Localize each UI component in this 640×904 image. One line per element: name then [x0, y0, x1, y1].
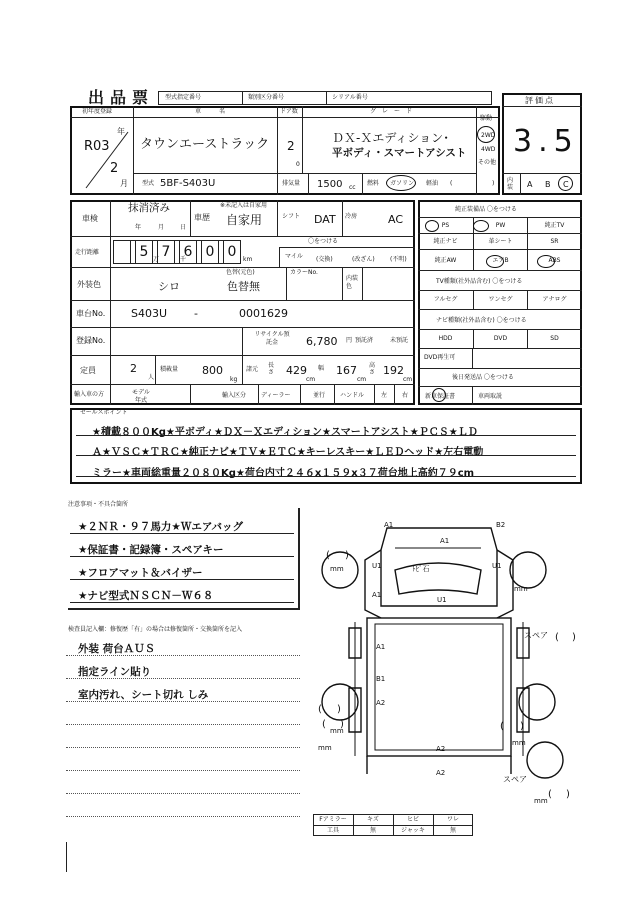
left-margin-mark	[66, 842, 67, 872]
mileage-digit: 5	[139, 244, 149, 260]
equip-airbag-circle	[486, 255, 504, 268]
fuel-gas-circle	[386, 175, 416, 191]
meter-unknown: (不明)	[390, 256, 407, 263]
grade-line-1: ＤＸ-Ｘエディション･	[332, 131, 450, 145]
import-dealer: ディーラー	[261, 392, 291, 399]
first-reg-label: 初年度登録	[82, 108, 113, 115]
serial-label: シリアル番号	[332, 94, 368, 101]
mileage-label: 走行距離	[75, 249, 100, 256]
docs-warranty: 新車保証書	[425, 393, 456, 400]
shift-label: シフト	[282, 213, 301, 220]
note-underline	[70, 579, 294, 580]
tv-title: TV種類(社外品含む) 〇をつける	[436, 278, 523, 285]
sales-points-label: セールスポイント	[80, 409, 128, 416]
tv-item: フルセグ	[433, 296, 458, 303]
mileage-box	[113, 240, 241, 264]
inspection-month-unit: 月	[158, 224, 165, 231]
recycle-label: リサイクル預託金	[254, 331, 290, 346]
handle-left: 左	[381, 392, 388, 399]
height-unit: cm	[403, 376, 413, 383]
equipment-item: SR	[550, 238, 559, 245]
damage-label: A1	[440, 537, 450, 545]
legend-value: 工具	[326, 827, 339, 834]
drive-4wd: 4WD	[481, 146, 496, 153]
nav-title: ナビ種類(社外品含む) 〇をつける	[436, 317, 527, 324]
mm-unit: mm	[330, 565, 344, 573]
nav-col-divider	[527, 329, 528, 348]
note-item: ★保証書・記録簿・スペアキー	[78, 544, 224, 556]
type-label: 型式	[142, 180, 155, 187]
tv-item: アナログ	[542, 296, 567, 303]
bracket-open: (	[318, 704, 322, 715]
capacity-value: 2	[130, 362, 137, 375]
mileage-unit: km	[243, 256, 253, 263]
fuel-label: 燃料	[367, 180, 380, 187]
fuel-diesel: 軽油	[426, 180, 439, 187]
width-value: 167	[336, 364, 357, 377]
drive-2wd-circle	[477, 126, 495, 143]
equipment-item: PW	[495, 222, 506, 229]
rear-right-tire	[519, 684, 555, 720]
drive-other: その他	[478, 159, 497, 166]
bracket-open: (	[555, 632, 559, 643]
spare-label: スペア	[524, 631, 548, 640]
damage-label: A1	[384, 521, 394, 529]
length-value: 429	[286, 364, 307, 377]
legend-value: 無	[369, 827, 376, 834]
damage-label: U1	[492, 562, 502, 570]
dims-label: 諸元	[246, 366, 259, 373]
mm-unit: mm	[514, 585, 528, 593]
spare-label: スペア	[503, 775, 527, 784]
equipment-title: 純正装備品 〇をつける	[455, 206, 517, 213]
mileage-sen: 千	[180, 256, 187, 263]
chassis-b: 0001629	[239, 307, 288, 320]
inspection-label: 車検	[82, 214, 98, 223]
damage-label: A2	[436, 769, 446, 777]
damage-label: A1	[376, 643, 386, 651]
windshield	[395, 563, 481, 594]
meter-mile: マイル	[285, 253, 303, 260]
grade-line-2: 平ボディ・スマートアシスト	[332, 147, 467, 159]
left-door	[365, 550, 381, 618]
inspection-rule	[66, 816, 300, 817]
recycle-paid: 預託済	[355, 337, 374, 344]
bracket-close: )	[566, 789, 570, 800]
import-label: 輸入車の方	[74, 391, 105, 398]
doors-sub: 0	[296, 161, 300, 168]
displacement-value: 1500	[317, 179, 343, 190]
inspection-line: 指定ライン貼り	[78, 666, 152, 678]
reg-label: 登録No.	[76, 336, 106, 345]
drive-2wd: 2WD	[481, 132, 496, 139]
import-type-label: 輸入区分	[222, 392, 247, 399]
doors-label: ドア数	[280, 108, 298, 115]
type-value: 5BF-S403U	[160, 178, 216, 189]
docs-warranty-circle	[432, 388, 446, 402]
fuel-paren-close: )	[492, 180, 495, 187]
height-value: 192	[383, 364, 404, 377]
right-door	[497, 550, 513, 618]
inspection-rule	[66, 793, 300, 794]
tv-col-divider	[527, 290, 528, 309]
inspection-rule	[66, 678, 300, 679]
mm-unit: mm	[534, 797, 548, 805]
width-unit: cm	[357, 376, 367, 383]
mm-unit: mm	[512, 739, 526, 747]
meter-circle-note: 〇をつける	[308, 238, 339, 245]
sales-line-1: ★積載８００Kg★平ボディ★ＤＸ－Ｘエディション★スマートアシスト★ＰＣＳ★ＬＤ	[92, 427, 478, 438]
note-item: ★２ＮＲ・９７馬力★Ｗエアバッグ	[78, 521, 243, 533]
equipment-item: 純正TV	[544, 222, 565, 229]
load-unit: kg	[230, 376, 238, 383]
height-label: 高さ	[369, 362, 376, 376]
usage-label: 車歴	[194, 213, 210, 222]
load-label: 積載量	[160, 366, 179, 373]
dvd-label: DVD再生可	[424, 354, 456, 361]
docs-title: 後日発送品 〇をつける	[452, 374, 514, 381]
nav-item: DVD	[493, 335, 508, 342]
inspection-year-unit: 年	[135, 224, 142, 231]
displacement-label: 排気量	[282, 180, 301, 187]
legend-header: Fアミラー	[319, 816, 347, 823]
bracket-open: (	[322, 719, 326, 730]
capacity-label: 定員	[80, 366, 96, 375]
chassis-a: S403U	[131, 307, 168, 320]
interior-label: 内装	[507, 177, 514, 191]
damage-label: U1	[437, 596, 447, 604]
bracket-close: )	[345, 550, 349, 561]
interior-c: C	[563, 180, 569, 189]
import-parallel: 並行	[313, 392, 326, 399]
inspection-value: 抹消済み	[128, 202, 170, 214]
legend-header: キズ	[367, 816, 379, 823]
color-no-label: カラーNo.	[290, 269, 318, 276]
document-title: 出品票	[88, 88, 155, 107]
fuel-gas: ガソリン	[390, 180, 415, 187]
inspection-day-unit: 日	[180, 224, 187, 231]
damage-label: U1	[372, 562, 382, 570]
damage-label: B1	[376, 675, 386, 683]
equipment-item: 純正ナビ	[433, 238, 458, 245]
inspection-label: 検査員記入欄：修復歴「有」の場合は修復箇所・交換箇所を記入	[68, 626, 243, 633]
mileage-digit-cell	[113, 240, 131, 264]
first-reg-month: 2	[110, 161, 119, 176]
year-unit: 年	[117, 127, 125, 136]
sales-line-3: ミラー★車両総重量２０８０Kg★荷台内寸２４６x１５９x３７荷台地上高約７９cm	[92, 468, 475, 479]
interior-color-label: 内装色	[346, 275, 359, 290]
rating-label: 評価点	[525, 96, 555, 105]
legend-value: 無	[449, 827, 456, 834]
truck-bed	[367, 618, 511, 756]
length-label: 長さ	[268, 362, 275, 376]
note-underline	[70, 602, 294, 603]
grade-label: グレード	[370, 108, 419, 115]
color-change-value: 色替無	[227, 280, 260, 293]
mm-unit: mm	[330, 727, 344, 735]
displacement-unit: cc	[349, 184, 356, 191]
inspection-rule	[66, 701, 300, 702]
car-name: タウンエーストラック	[140, 137, 270, 152]
note-underline	[70, 533, 294, 534]
damage-label: ﾄﾋﾞ石	[412, 565, 430, 573]
color-change-label: 色替(元色)	[226, 269, 255, 276]
fuel-paren-open: (	[450, 180, 453, 187]
mileage-digit: 0	[227, 244, 237, 260]
color-value: シロ	[158, 280, 180, 293]
mileage-digit: 7	[161, 244, 171, 260]
ac-value: AC	[388, 213, 404, 226]
recycle-unpaid: 未預託	[390, 337, 409, 344]
handle-right: 右	[402, 392, 409, 399]
model-year-label: モデル年式	[132, 389, 150, 404]
equip-pw-circle	[473, 220, 489, 232]
recycle-unit: 円	[346, 337, 353, 344]
usage-value: 自家用	[226, 213, 263, 227]
notes-label: 注意事項・不具合箇所	[68, 501, 129, 508]
inspection-rule	[66, 770, 300, 771]
length-unit: cm	[306, 376, 316, 383]
equipment-item: 革シート	[488, 238, 513, 245]
inspection-line: 外装 荷台ＡＵＳ	[78, 643, 156, 655]
width-label: 幅	[318, 365, 325, 372]
note-item: ★フロアマット＆バイザー	[78, 567, 203, 579]
bracket-open: (	[326, 550, 330, 561]
model-cert-label: 型式指定番号	[165, 94, 202, 101]
equipment-item: エアB	[492, 257, 509, 264]
meter-tamper: (改ざん)	[352, 256, 375, 263]
damage-label: A2	[376, 699, 386, 707]
bracket-open: (	[500, 721, 504, 732]
mm-unit: mm	[318, 744, 332, 752]
drive-label: 駆動	[480, 115, 493, 122]
bracket-close: )	[572, 632, 576, 643]
chassis-dash: -	[194, 307, 198, 320]
damage-label: A2	[436, 745, 446, 753]
interior-c-circle	[558, 176, 573, 191]
handle-label: ハンドル	[340, 392, 365, 399]
equip-col-divider	[527, 217, 528, 270]
equip-ps-circle	[425, 220, 439, 232]
front-right-tire	[510, 552, 546, 588]
first-reg-year: R03	[84, 139, 110, 154]
mileage-digit: 6	[183, 244, 193, 260]
sales-line-2: Ａ★ＶＳＣ★ＴＲＣ★純正ナビ★ＴＶ★ＥＴＣ★キーレスキー★ＬＥＤヘッド★左右電動	[92, 447, 484, 458]
spare-tire	[527, 742, 563, 778]
equip-abs-circle	[537, 255, 555, 268]
nav-item: HDD	[438, 335, 453, 342]
rating-value: 3.5	[513, 124, 579, 159]
mileage-man: 万	[153, 256, 160, 263]
ac-label: 冷房	[345, 213, 358, 220]
load-value: 800	[202, 364, 223, 377]
header-top-row	[158, 91, 492, 105]
recycle-value: 6,780	[306, 335, 338, 348]
equipment-item: ABS	[548, 257, 561, 264]
inspection-rule	[66, 724, 300, 725]
bracket-close: )	[520, 721, 524, 732]
interior-a: A	[527, 180, 533, 189]
damage-label: B2	[496, 521, 506, 529]
capacity-unit: 人	[148, 374, 155, 381]
equipment-item: 純正AW	[434, 257, 457, 264]
bracket-open: (	[548, 789, 552, 800]
bracket-close: )	[337, 704, 341, 715]
docs-manual: 車両取説	[478, 393, 503, 400]
legend-header: ワレ	[446, 816, 459, 823]
note-item: ★ナビ型式ＮＳＣＮ－Ｗ６８	[78, 590, 214, 602]
chassis-label: 車台No.	[76, 309, 106, 318]
bracket-close: )	[340, 719, 344, 730]
category-label: 類別区分番号	[248, 94, 285, 101]
note-underline	[70, 556, 294, 557]
usage-note: ※未記入は自家用	[220, 202, 268, 209]
nav-item: SD	[550, 335, 559, 342]
interior-b: B	[545, 180, 551, 189]
month-unit: 月	[120, 179, 128, 188]
mileage-digit: 0	[205, 244, 215, 260]
legend-value: ジャッキ	[401, 827, 425, 834]
doors-value: 2	[287, 139, 295, 153]
shift-value: DAT	[314, 213, 336, 226]
nav-col-divider	[473, 329, 474, 348]
tv-col-divider	[473, 290, 474, 309]
equipment-item: PS	[441, 222, 450, 229]
tv-item: ワンセグ	[488, 296, 513, 303]
meter-exchange: (交換)	[316, 256, 333, 263]
legend-header: ヒビ	[406, 816, 419, 823]
inspection-line: 室内汚れ、シート切れ しみ	[78, 689, 209, 701]
car-name-label: 車名	[195, 108, 244, 115]
inspection-rule	[66, 655, 300, 656]
damage-label: A1	[372, 591, 382, 599]
color-label: 外装色	[77, 280, 101, 289]
inspection-rule	[66, 747, 300, 748]
